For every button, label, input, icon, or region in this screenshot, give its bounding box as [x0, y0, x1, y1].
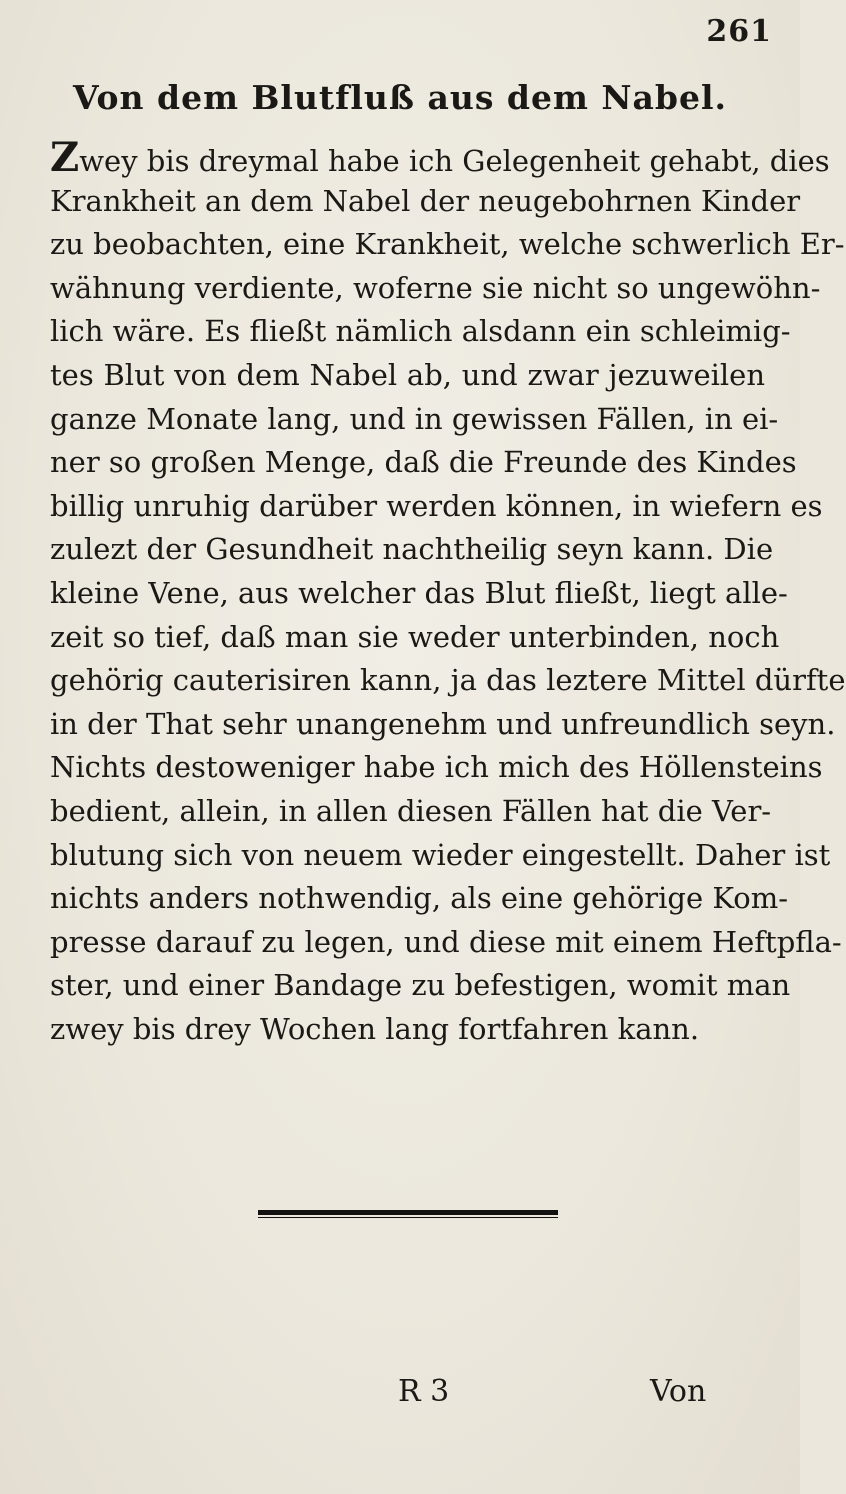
text-line: nichts anders nothwendig, als eine gehörige Kom- — [50, 881, 788, 916]
drop-cap: Z — [50, 134, 80, 181]
text-line: bedient, allein, in allen diesen Fällen hat die Ver- — [50, 793, 772, 828]
first-line-text: wey bis dreymal habe ich Gelegenheit gehabt, dies — [79, 144, 830, 178]
text-line: zu beobachten, eine Krankheit, welche schwerlich Er- — [50, 227, 845, 262]
text-line: tes Blut von dem Nabel ab, und zwar jezuweilen — [50, 357, 765, 392]
text-line: ster, und einer Bandage zu befestigen, womit man — [50, 968, 791, 1003]
text-line — [50, 134, 830, 181]
text-line: lich wäre. Es fließt nämlich alsdann ein schleimig- — [50, 314, 791, 349]
section-divider-thin — [258, 1217, 558, 1218]
body-text — [50, 134, 846, 1051]
text-line: Nichts destoweniger habe ich mich des Höllensteins — [50, 750, 823, 785]
text-line: in der That sehr unangenehm und unfreundlich seyn. — [50, 706, 836, 741]
text-line: blutung sich von neuem wieder eingestellt. Daher ist — [50, 837, 831, 872]
text-line: zulezt der Gesundheit nachtheilig seyn kann. Die — [50, 532, 774, 567]
text-line: wähnung verdiente, woferne sie nicht so ungewöhn- — [50, 270, 821, 305]
page-number: 261 — [706, 14, 772, 49]
section-divider — [258, 1210, 558, 1215]
text-line: billig unruhig darüber werden können, in wiefern es — [50, 488, 823, 523]
catchword: Von — [650, 1374, 707, 1409]
text-line: Krankheit an dem Nabel der neugebohrnen Kinder — [50, 183, 801, 218]
text-line: ner so großen Menge, daß die Freunde des Kindes — [50, 445, 797, 480]
text-line: zeit so tief, daß man sie weder unterbinden, noch — [50, 619, 780, 654]
text-line: kleine Vene, aus welcher das Blut fließt, liegt alle- — [50, 575, 788, 610]
text-line: gehörig cauterisiren kann, ja das leztere Mittel dürfte — [50, 663, 846, 698]
text-line: presse darauf zu legen, und diese mit einem Heftpfla- — [50, 924, 842, 959]
text-line: ganze Monate lang, und in gewissen Fällen, in ei- — [50, 401, 779, 436]
text-line-last: zwey bis drey Wochen lang fortfahren kann. — [50, 1011, 700, 1046]
signature-mark: R 3 — [398, 1374, 450, 1409]
chapter-heading: Von dem Blutfluß aus dem Nabel. — [72, 78, 728, 117]
